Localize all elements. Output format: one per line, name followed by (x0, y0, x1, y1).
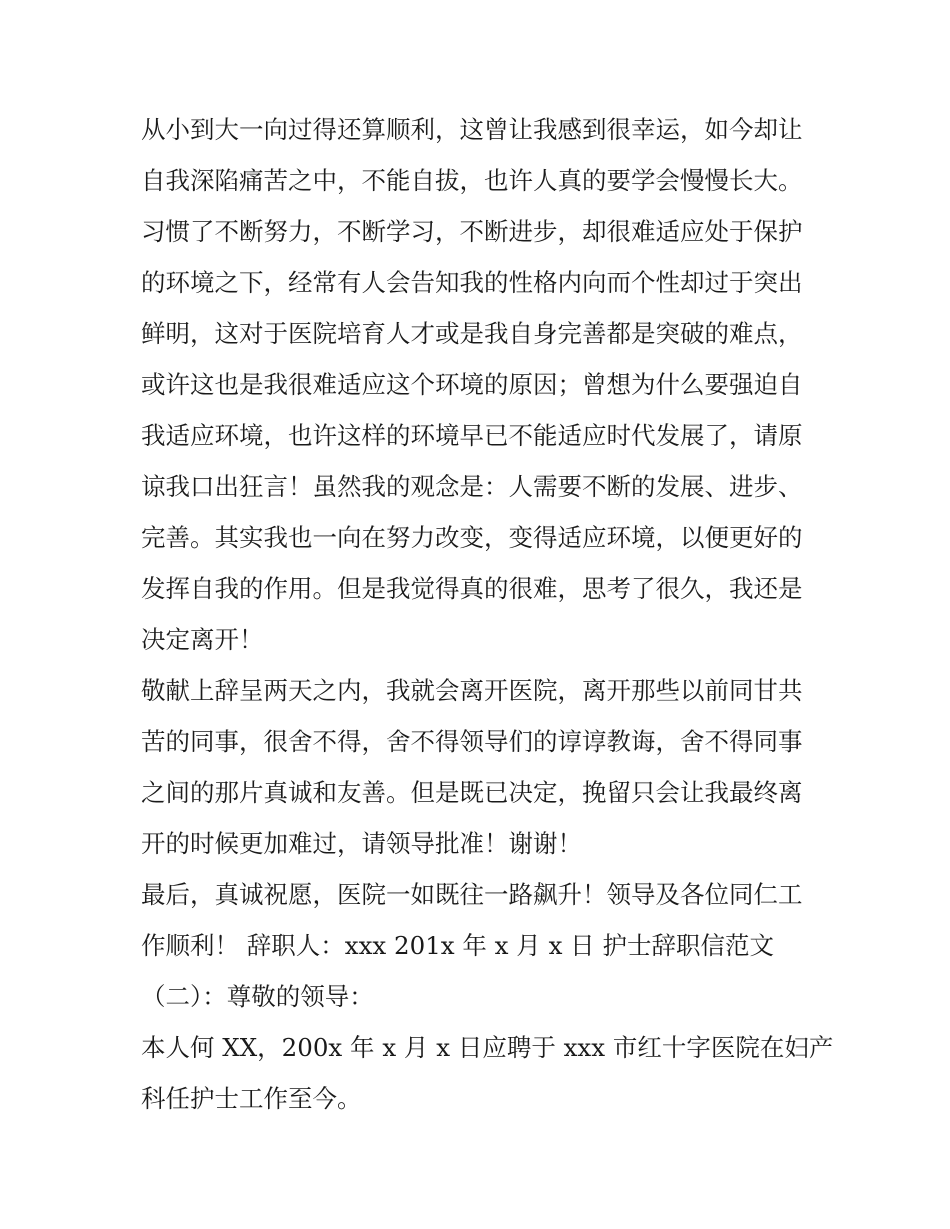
text-line: 发挥自我的作用。但是我觉得真的很难，思考了很久，我还是 (141, 574, 803, 603)
text-line: 鲜明，这对于医院培育人才或是我自身完善都是突破的难点， (141, 319, 803, 348)
text-line: （二）：尊敬的领导： (141, 982, 374, 1011)
text-line: 苦的同事，很舍不得，舍不得领导们的谆谆教诲，舍不得同事 (141, 727, 803, 756)
text-line: 我适应环境，也许这样的环境早已不能适应时代发展了，请原 (141, 421, 803, 450)
text-line: 完善。其实我也一向在努力改变，变得适应环境，以便更好的 (141, 523, 803, 552)
text-line: 自我深陷痛苦之中，不能自拔，也许人真的要学会慢慢长大。 (141, 166, 803, 195)
document-body (141, 104, 834, 1124)
text-line: 的环境之下，经常有人会告知我的性格内向而个性却过于突出 (141, 268, 803, 297)
text-line: 或许这也是我很难适应这个环境的原因；曾想为什么要强迫自 (141, 370, 803, 399)
text-line: 最后，真诚祝愿，医院一如既往一路飙升！领导及各位同仁工 (141, 880, 803, 909)
text-line: 敬献上辞呈两天之内，我就会离开医院，离开那些以前同甘共 (141, 676, 803, 705)
text-line: 从小到大一向过得还算顺利，这曾让我感到很幸运，如今却让 (141, 115, 803, 144)
text-line: 谅我口出狂言！虽然我的观念是：人需要不断的发展、进步、 (141, 472, 803, 501)
text-line: 开的时候更加难过，请领导批准！谢谢！ (141, 829, 582, 858)
text-line: 本人何 XX，200x 年 x 月 x 日应聘于 xxx 市红十字医院在妇产 (141, 1033, 834, 1062)
text-line: 科任护士工作至今。 (141, 1084, 362, 1113)
text-line: 习惯了不断努力，不断学习，不断进步，却很难适应处于保护 (141, 217, 803, 246)
text-line: 之间的那片真诚和友善。但是既已决定，挽留只会让我最终离 (141, 778, 803, 807)
text-line: 作顺利！ 辞职人：xxx 201x 年 x 月 x 日 护士辞职信范文 (141, 931, 774, 960)
text-line: 决定离开！ (141, 625, 264, 654)
